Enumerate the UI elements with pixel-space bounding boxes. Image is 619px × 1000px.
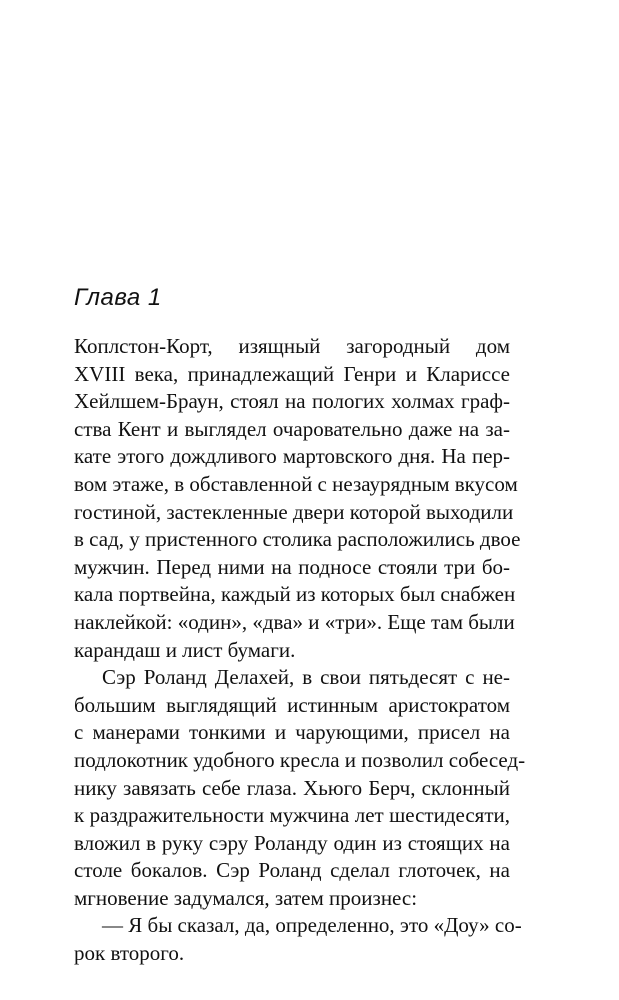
- chapter-body: [74, 333, 526, 968]
- paragraph-3-line: — Я бы сказал, да, определенно, это «Доу» со-: [102, 913, 522, 938]
- paragraph-2-line: большим выглядящий истинным аристократом: [74, 692, 510, 717]
- paragraph-3-line: рок второго.: [74, 941, 185, 966]
- paragraph-1-line: карандаш и лист бумаги.: [74, 637, 296, 662]
- paragraph-2-line: Сэр Роланд Делахей, в свои пятьдесят с не-: [102, 665, 510, 690]
- paragraph-2-line: вложил в руку сэру Роланду один из стоящих на: [74, 830, 510, 855]
- paragraph-1-line: наклейкой: «один», «два» и «три». Еще там были: [74, 609, 515, 634]
- chapter-title: Глава 1: [74, 284, 162, 311]
- paragraph-1-line: кате этого дождливого мартовского дня. На пер-: [74, 444, 510, 469]
- paragraph-2-line: с манерами тонкими и чарующими, присел на: [74, 720, 510, 745]
- paragraph-2-line: нику завязать себе глаза. Хьюго Берч, склонный: [74, 775, 510, 800]
- paragraph-1-line: гостиной, застекленные двери которой выходили: [74, 499, 514, 524]
- paragraph-1-line: Хейлшем-Браун, стоял на пологих холмах граф-: [74, 389, 510, 414]
- paragraph-1-line: кала портвейна, каждый из которых был снабжен: [74, 582, 516, 607]
- paragraph-2-line: подлокотник удобного кресла и позволил собесед-: [74, 747, 526, 772]
- paragraph-1-line: XVIII века, принадлежащий Генри и Клариссе: [74, 361, 510, 386]
- paragraph-2-line: столе бокалов. Сэр Роланд сделал глоточек, на: [74, 858, 510, 883]
- paragraph-1-line: вом этаже, в обставленной с незаурядным вкусом: [74, 471, 518, 496]
- paragraph-1-line: Коплстон-Корт, изящный загородный дом: [74, 334, 510, 358]
- paragraph-1-line: в сад, у пристенного столика расположились двое: [74, 527, 521, 552]
- paragraph-1-line: ства Кент и выглядел очаровательно даже на за-: [74, 416, 510, 441]
- paragraph-2-line: к раздражительности мужчина лет шестидесяти,: [74, 803, 510, 828]
- paragraph-1-line: мужчин. Перед ними на подносе стояли три бо-: [74, 554, 510, 579]
- paragraph-2-line: мгновение задумался, затем произнес:: [74, 885, 418, 910]
